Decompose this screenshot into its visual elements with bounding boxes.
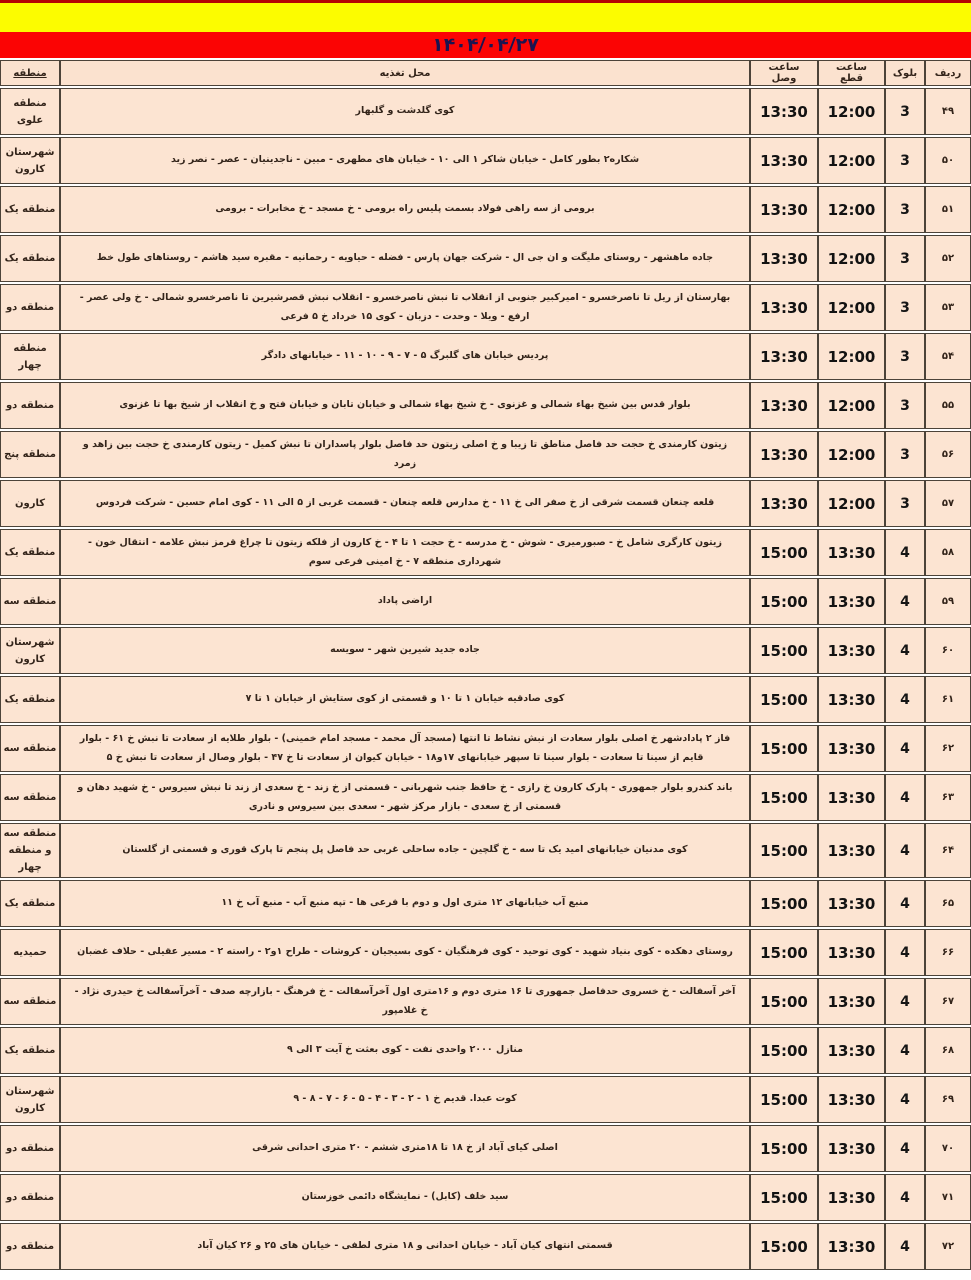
region-cell: شهرستان کارون xyxy=(0,627,60,674)
row-number-cell: ۵۴ xyxy=(925,333,971,380)
restore-time-cell: 15:00 xyxy=(750,578,818,625)
restore-time-cell: 13:30 xyxy=(750,235,818,282)
table-row xyxy=(0,578,971,625)
region-cell: منطقه دو xyxy=(0,1174,60,1221)
cut-time-cell: 13:30 xyxy=(818,1027,885,1074)
restore-time-cell: 13:30 xyxy=(750,88,818,135)
row-number-cell: ۶۹ xyxy=(925,1076,971,1123)
region-cell: شهرستان کارون xyxy=(0,137,60,184)
table-row xyxy=(0,137,971,184)
block-cell: 4 xyxy=(885,1076,925,1123)
restore-time-cell: 13:30 xyxy=(750,382,818,429)
location-cell: زیتون کارگری شامل خ - صبورمیری - شوش - خ مدرسه - خ حجت ۱ تا ۴ - خ کارون از فلکه زیتون تا چراغ قرمز نبش علامه - انتقال خون - شهرداری منطقه ۷ - خ امینی فرعی سوم xyxy=(60,529,750,576)
restore-time-cell: 13:30 xyxy=(750,480,818,527)
location-cell: فاز ۲ پادادشهر خ اصلی بلوار سعادت از نبش نشاط تا انتها (مسجد آل محمد - مسجد امام خمینی) - بلوار طلایه از سعادت تا نبش خ ۶۱ - بلوار قایم از سینا تا سعادت - بلوار سینا تا سپهر خیابانهای ۱۷و۱۸ - خیابان کیوان از سعادت تا خ ۴۷ - بلوار وصال از سعادت تا نبش خ ۵ xyxy=(60,725,750,772)
schedule-body xyxy=(0,88,971,1270)
region-cell: منطقه یک xyxy=(0,186,60,233)
table-row xyxy=(0,333,971,380)
location-cell: قسمتی انتهای کیان آباد - خیابان احدانی و ۱۸ متری لطفی - خیابان های ۲۵ و ۲۶ کیان آباد xyxy=(60,1223,750,1270)
region-cell: منطقه دو xyxy=(0,382,60,429)
header-row-number: ردیف xyxy=(925,60,971,86)
block-cell: 3 xyxy=(885,88,925,135)
table-row xyxy=(0,929,971,976)
location-cell: زیتون کارمندی خ حجت حد فاصل مناطق تا زیبا و خ اصلی زیتون حد فاصل بلوار پاسداران تا نبش کمیل - زیتون کارمندی خ حجت بین زاهد و زمرد xyxy=(60,431,750,478)
location-cell: روستای دهکده - کوی بنیاد شهید - کوی توحید - کوی فرهنگیان - کوی بسیجیان - کروشات - طراح ۱و۲ - راسته ۲ - مسیر عقیلی - حلاف غضبان xyxy=(60,929,750,976)
cut-time-cell: 13:30 xyxy=(818,578,885,625)
location-cell: برومی از سه راهی فولاد بسمت پلیس راه برومی - خ مسجد - خ مخابرات - برومی xyxy=(60,186,750,233)
row-number-cell: ۶۴ xyxy=(925,823,971,878)
table-row xyxy=(0,1223,971,1270)
restore-time-cell: 15:00 xyxy=(750,1125,818,1172)
block-cell: 4 xyxy=(885,823,925,878)
row-number-cell: ۶۱ xyxy=(925,676,971,723)
block-cell: 3 xyxy=(885,137,925,184)
table-row xyxy=(0,676,971,723)
block-cell: 3 xyxy=(885,186,925,233)
cut-time-cell: 13:30 xyxy=(818,1223,885,1270)
row-number-cell: ۵۷ xyxy=(925,480,971,527)
location-cell: جاده ماهشهر - روستای ملیگت و ان جی ال - شرکت جهان پارس - فضله - حیاویه - رحمانیه - مقبره سید هاشم - روستاهای طول خط xyxy=(60,235,750,282)
restore-time-cell: 15:00 xyxy=(750,823,818,878)
block-cell: 4 xyxy=(885,1223,925,1270)
table-row xyxy=(0,235,971,282)
date-banner xyxy=(0,32,971,58)
restore-time-cell: 15:00 xyxy=(750,725,818,772)
location-cell: منبع آب خیابانهای ۱۲ متری اول و دوم با فرعی ها - تپه منبع آب - منبع آب خ ۱۱ xyxy=(60,880,750,927)
cut-time-cell: 13:30 xyxy=(818,627,885,674)
cut-time-cell: 12:00 xyxy=(818,284,885,331)
cut-time-cell: 13:30 xyxy=(818,823,885,878)
header-location: محل تغذیه xyxy=(60,60,750,86)
region-cell: منطقه سه xyxy=(0,978,60,1025)
region-cell: منطقه یک xyxy=(0,235,60,282)
row-number-cell: ۵۲ xyxy=(925,235,971,282)
restore-time-cell: 15:00 xyxy=(750,774,818,821)
cut-time-cell: 13:30 xyxy=(818,880,885,927)
cut-time-cell: 12:00 xyxy=(818,431,885,478)
cut-time-cell: 13:30 xyxy=(818,774,885,821)
cut-time-cell: 12:00 xyxy=(818,137,885,184)
region-cell: حمیدیه xyxy=(0,929,60,976)
table-row xyxy=(0,431,971,478)
region-cell: منطقه سه و منطقه چهار xyxy=(0,823,60,878)
block-cell: 4 xyxy=(885,978,925,1025)
row-number-cell: ۷۰ xyxy=(925,1125,971,1172)
cut-time-cell: 13:30 xyxy=(818,978,885,1025)
block-cell: 4 xyxy=(885,1027,925,1074)
cut-time-cell: 13:30 xyxy=(818,1174,885,1221)
cut-time-cell: 13:30 xyxy=(818,529,885,576)
region-cell: منطقه سه xyxy=(0,725,60,772)
region-cell: منطقه چهار xyxy=(0,333,60,380)
location-cell: منازل ۲۰۰۰ واحدی نفت - کوی بعثت خ آیت ۳ الی ۹ xyxy=(60,1027,750,1074)
row-number-cell: ۵۸ xyxy=(925,529,971,576)
row-number-cell: ۷۲ xyxy=(925,1223,971,1270)
block-cell: 4 xyxy=(885,929,925,976)
restore-time-cell: 15:00 xyxy=(750,529,818,576)
table-row xyxy=(0,1027,971,1074)
table-header-row xyxy=(0,60,971,86)
row-number-cell: ۴۹ xyxy=(925,88,971,135)
region-cell: کارون xyxy=(0,480,60,527)
row-number-cell: ۵۵ xyxy=(925,382,971,429)
row-number-cell: ۵۳ xyxy=(925,284,971,331)
row-number-cell: ۵۹ xyxy=(925,578,971,625)
restore-time-cell: 13:30 xyxy=(750,431,818,478)
table-row xyxy=(0,382,971,429)
cut-time-cell: 12:00 xyxy=(818,186,885,233)
table-row xyxy=(0,88,971,135)
table-row xyxy=(0,186,971,233)
restore-time-cell: 15:00 xyxy=(750,676,818,723)
row-number-cell: ۶۸ xyxy=(925,1027,971,1074)
table-row xyxy=(0,978,971,1025)
block-cell: 4 xyxy=(885,1125,925,1172)
location-cell: پردیس خیابان های گلبرگ ۵ - ۷ - ۹ - ۱۰ - ۱۱ - خیابانهای دادگر xyxy=(60,333,750,380)
row-number-cell: ۵۶ xyxy=(925,431,971,478)
restore-time-cell: 15:00 xyxy=(750,929,818,976)
header-cut-time: ساعت قطع xyxy=(818,60,885,86)
restore-time-cell: 13:30 xyxy=(750,137,818,184)
cut-time-cell: 13:30 xyxy=(818,676,885,723)
block-cell: 4 xyxy=(885,725,925,772)
header-region: منطقه xyxy=(0,60,60,86)
cut-time-cell: 12:00 xyxy=(818,480,885,527)
region-cell: منطقه پنج xyxy=(0,431,60,478)
restore-time-cell: 13:30 xyxy=(750,284,818,331)
block-cell: 4 xyxy=(885,880,925,927)
row-number-cell: ۶۰ xyxy=(925,627,971,674)
table-row xyxy=(0,627,971,674)
location-cell: کوی مدنیان خیابانهای امید یک تا سه - خ گلچین - جاده ساحلی غربی حد فاصل پل پنجم تا پارک قوری و قسمتی از گلستان xyxy=(60,823,750,878)
location-cell: باند کندرو بلوار جمهوری - پارک کارون خ رازی - خ حافظ جنب شهربانی - قسمتی از خ زند - خ سعدی از زند تا نبش سیروس - خ شهید دهان و قسمتی از خ سعدی - بازار مرکز شهر - سعدی بین سیروس و نادری xyxy=(60,774,750,821)
region-cell: منطقه یک xyxy=(0,529,60,576)
row-number-cell: ۷۱ xyxy=(925,1174,971,1221)
region-cell: شهرستان کارون xyxy=(0,1076,60,1123)
block-cell: 3 xyxy=(885,382,925,429)
restore-time-cell: 15:00 xyxy=(750,1076,818,1123)
block-cell: 3 xyxy=(885,480,925,527)
block-cell: 4 xyxy=(885,578,925,625)
table-row xyxy=(0,284,971,331)
block-cell: 3 xyxy=(885,333,925,380)
header-block: بلوک xyxy=(885,60,925,86)
table-row xyxy=(0,529,971,576)
location-cell: آخر آسفالت - خ خسروی حدفاصل جمهوری تا ۱۶ متری دوم و ۱۶متری اول آخرآسفالت - خ فرهنگ - بازارچه صدف - آخرآسفالت خ حیدری نژاد - خ غلامپور xyxy=(60,978,750,1025)
restore-time-cell: 13:30 xyxy=(750,186,818,233)
location-cell: کوی صادقیه خیابان ۱ تا ۱۰ و قسمتی از کوی ستایش از خیابان ۱ تا ۷ xyxy=(60,676,750,723)
block-cell: 4 xyxy=(885,1174,925,1221)
restore-time-cell: 15:00 xyxy=(750,627,818,674)
row-number-cell: ۶۶ xyxy=(925,929,971,976)
restore-time-cell: 15:00 xyxy=(750,1223,818,1270)
table-row xyxy=(0,480,971,527)
table-row xyxy=(0,823,971,878)
table-row xyxy=(0,1125,971,1172)
region-cell: منطقه دو xyxy=(0,1125,60,1172)
cut-time-cell: 12:00 xyxy=(818,382,885,429)
block-cell: 3 xyxy=(885,235,925,282)
block-cell: 3 xyxy=(885,431,925,478)
region-cell: منطقه سه xyxy=(0,578,60,625)
location-cell: کوت عبدا. قدیم خ ۱ - ۲ - ۳ - ۴ - ۵ - ۶ - ۷ - ۸ - ۹ xyxy=(60,1076,750,1123)
region-cell: منطقه یک xyxy=(0,880,60,927)
restore-time-cell: 15:00 xyxy=(750,1027,818,1074)
row-number-cell: ۵۰ xyxy=(925,137,971,184)
block-cell: 4 xyxy=(885,774,925,821)
block-cell: 4 xyxy=(885,627,925,674)
location-cell: قلعه چنعان قسمت شرقی از خ صفر الی خ ۱۱ - خ مدارس قلعه چنعان - قسمت غربی از ۵ الی ۱۱ - کوی امام حسین - شرکت فردوس xyxy=(60,480,750,527)
cut-time-cell: 12:00 xyxy=(818,333,885,380)
row-number-cell: ۶۵ xyxy=(925,880,971,927)
region-cell: منطقه یک xyxy=(0,1027,60,1074)
row-number-cell: ۶۷ xyxy=(925,978,971,1025)
block-cell: 4 xyxy=(885,529,925,576)
table-row xyxy=(0,725,971,772)
yellow-banner xyxy=(0,3,971,32)
cut-time-cell: 13:30 xyxy=(818,1076,885,1123)
row-number-cell: ۶۲ xyxy=(925,725,971,772)
table-row xyxy=(0,1174,971,1221)
schedule-date: ۱۴۰۴/۰۴/۲۷ xyxy=(431,34,540,56)
row-number-cell: ۶۳ xyxy=(925,774,971,821)
location-cell: شکاره۲ بطور کامل - خیابان شاکر ۱ الی ۱۰ - خیابان های مطهری - مبین - ناجدینیان - عصر - نصر زید xyxy=(60,137,750,184)
location-cell: کوی گلدشت و گلبهار xyxy=(60,88,750,135)
location-cell: بهارستان از ریل تا ناصرخسرو - امیرکبیر جنوبی از انقلاب تا نبش ناصرخسرو - انقلاب نبش قصرشیرین تا ناصرخسرو شمالی - خ ولی عصر - ارفع - ویلا - وحدت - دزبان - کوی ۱۵ خرداد خ ۵ فرعی xyxy=(60,284,750,331)
location-cell: سید خلف (کابل) - نمایشگاه دائمی خوزستان xyxy=(60,1174,750,1221)
table-row xyxy=(0,1076,971,1123)
restore-time-cell: 13:30 xyxy=(750,333,818,380)
row-number-cell: ۵۱ xyxy=(925,186,971,233)
cut-time-cell: 12:00 xyxy=(818,88,885,135)
restore-time-cell: 15:00 xyxy=(750,978,818,1025)
cut-time-cell: 13:30 xyxy=(818,725,885,772)
region-cell: منطقه یک xyxy=(0,676,60,723)
table-row xyxy=(0,774,971,821)
cut-time-cell: 13:30 xyxy=(818,1125,885,1172)
region-cell: منطقه سه xyxy=(0,774,60,821)
cut-time-cell: 13:30 xyxy=(818,929,885,976)
region-cell: منطقه علوی xyxy=(0,88,60,135)
outage-schedule-table xyxy=(0,58,971,1272)
location-cell: جاده جدید شیرین شهر - سویسه xyxy=(60,627,750,674)
header-restore-time: ساعت وصل xyxy=(750,60,818,86)
location-cell: بلوار قدس بین شیخ بهاء شمالی و غزنوی - خ شیخ بهاء شمالی و خیابان تابان و خیابان فتح و خ انقلاب از شیخ بها تا غزنوی xyxy=(60,382,750,429)
restore-time-cell: 15:00 xyxy=(750,880,818,927)
region-cell: منطقه دو xyxy=(0,1223,60,1270)
region-cell: منطقه دو xyxy=(0,284,60,331)
restore-time-cell: 15:00 xyxy=(750,1174,818,1221)
block-cell: 3 xyxy=(885,284,925,331)
table-row xyxy=(0,880,971,927)
location-cell: اراضی پاداد xyxy=(60,578,750,625)
block-cell: 4 xyxy=(885,676,925,723)
cut-time-cell: 12:00 xyxy=(818,235,885,282)
location-cell: اصلی کیای آباد از خ ۱۸ تا ۱۸متری ششم - ۲۰ متری احدانی شرقی xyxy=(60,1125,750,1172)
